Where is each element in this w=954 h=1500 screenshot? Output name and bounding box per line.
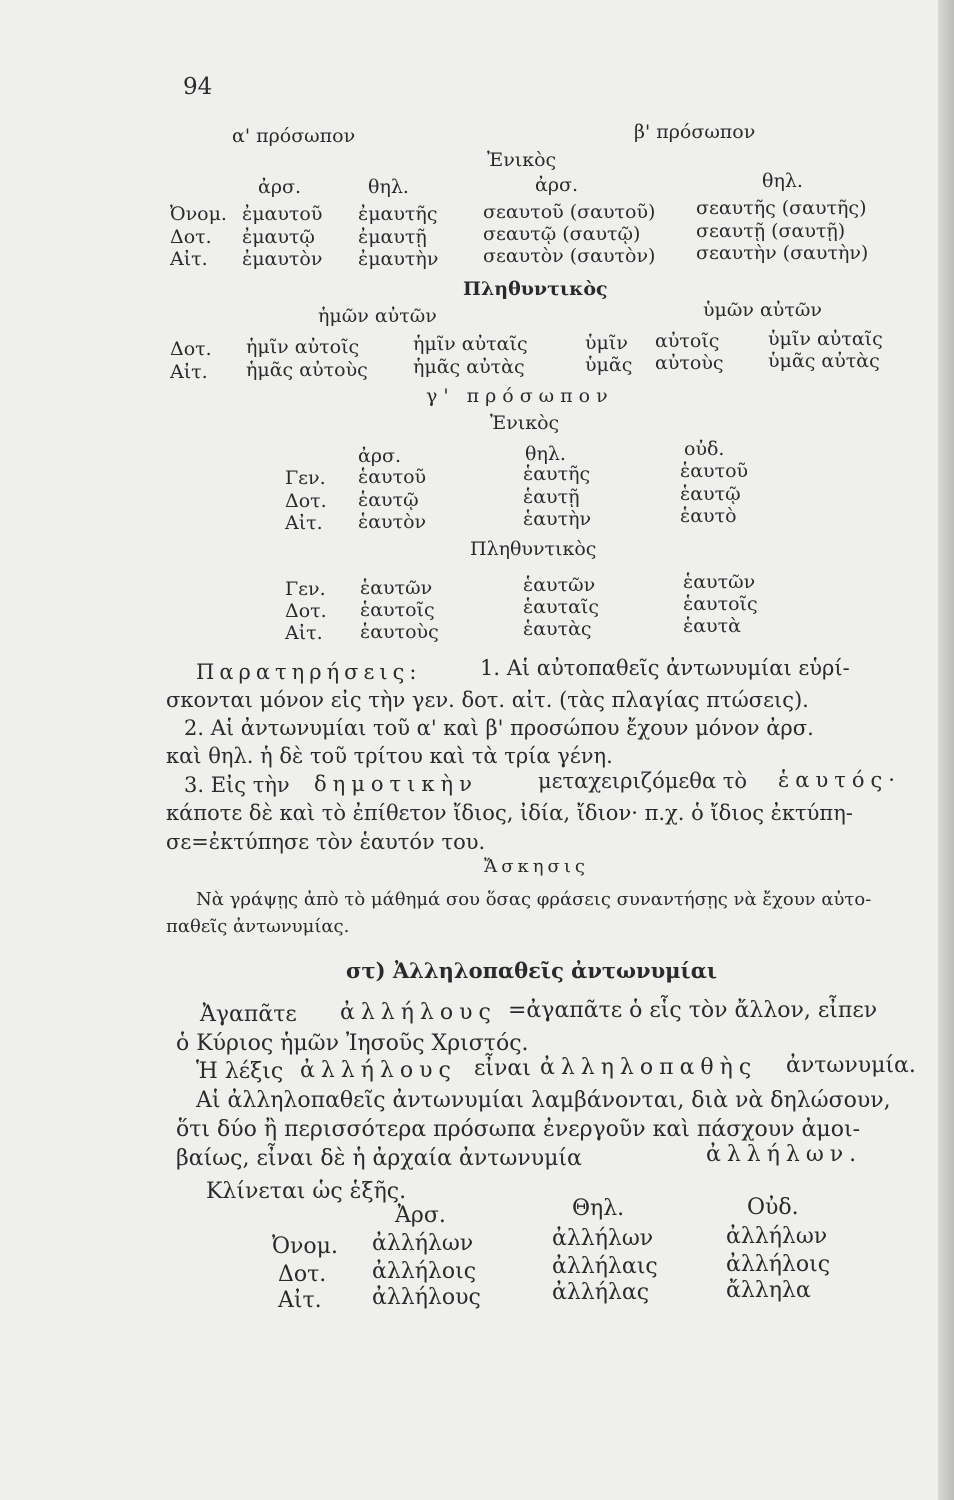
paragraph-line: βαίως, εἶναι δὲ ἡ ἀρχαία ἀντωνυμία <box>176 1146 582 1171</box>
note-emphasis: ἑαυτός· <box>778 768 901 792</box>
page-number: 94 <box>183 74 213 100</box>
page-edge <box>938 0 954 1500</box>
paragraph-line: Ἡ λέξις <box>196 1059 284 1084</box>
paragraph-emphasis: ἀλλήλους <box>300 1058 457 1083</box>
second-person-heading: β' πρόσωπον <box>634 121 756 143</box>
exercise-line: παθεῖς ἀντωνυμίας. <box>166 916 350 937</box>
note-line: 2. Αἱ ἀντωνυμίαι τοῦ α' καὶ β' προσώπου ἔχουν μόνον ἀρσ. <box>184 716 814 740</box>
paragraph-line: ὅτι δύο ἢ περισσότερα πρόσωπα ἐνεργοῦν καὶ πάσχουν ἀμοι- <box>176 1117 860 1142</box>
third-singular-heading: Ἐνικὸς <box>490 412 560 434</box>
col-masc-2: ἀρσ. <box>535 174 579 196</box>
paragraph-emphasis: ἀλλήλους <box>340 1000 497 1025</box>
exercise-line: Νὰ γράψῃς ἀπὸ τὸ μάθημά σου ὅσας φράσεις συναντήσῃς νὰ ἔχουν αὐτο- <box>196 889 872 910</box>
first-person-heading: α' πρόσωπον <box>232 125 356 147</box>
note-line: κάποτε δὲ καὶ τὸ ἐπίθετον ἴδιος, ἰδία, ἴδιον· π.χ. ὁ ἴδιος ἐκτύπη- <box>166 801 853 825</box>
singular-heading: Ἐνικὸς <box>487 149 557 171</box>
note-emphasis: δημοτικὴν <box>314 772 478 796</box>
paragraph-line: Κλίνεται ὡς ἑξῆς. <box>206 1179 407 1204</box>
paragraph-line: εἶναι <box>474 1056 531 1081</box>
col-fem: Θηλ. <box>572 1196 625 1221</box>
col-neut: Οὐδ. <box>747 1195 799 1220</box>
exercise-heading: Ἄσκησις <box>484 856 589 877</box>
note-line: καὶ θηλ. ἡ δὲ τοῦ τρίτου καὶ τὰ τρία γένη. <box>166 744 613 768</box>
note-line: 1. Αἱ αὐτοπαθεῖς ἀντωνυμίαι εὑρί- <box>480 656 850 680</box>
third-col-masc: ἀρσ. <box>358 445 402 467</box>
note-line: μεταχειριζόμεθα τὸ <box>538 769 748 793</box>
paragraph-line: Ἀγαπᾶτε <box>200 1002 297 1027</box>
col-fem-2: θηλ. <box>762 170 803 192</box>
plural-heading: Πληθυντικὸς <box>463 278 608 300</box>
plural-gen-1: ἡμῶν αὐτῶν <box>318 305 437 327</box>
note-line: 3. Εἰς τὴν <box>184 773 290 797</box>
paragraph-line: =ἀγαπᾶτε ὁ εἷς τὸν ἄλλον, εἶπεν <box>508 998 878 1023</box>
note-line: σε=ἐκτύπησε τὸν ἑαυτόν του. <box>166 830 486 854</box>
third-person-heading: γ' πρόσωπον <box>426 385 614 407</box>
third-col-neut: οὐδ. <box>684 438 725 460</box>
paragraph-emphasis: ἀλλήλων. <box>706 1142 863 1167</box>
paragraph-line: ἀντωνυμία. <box>786 1053 916 1078</box>
notes-label: Παρατηρήσεις: <box>196 660 422 684</box>
paragraph-line: ὁ Κύριος ἡμῶν Ἰησοῦς Χριστός. <box>176 1031 529 1056</box>
third-plural-heading: Πληθυντικὸς <box>470 538 597 560</box>
section-heading: στ) Ἀλληλοπαθεῖς ἀντωνυμίαι <box>346 958 718 983</box>
col-masc: Ἀρσ. <box>395 1203 446 1228</box>
col-fem-1: θηλ. <box>368 176 409 198</box>
third-col-fem: θηλ. <box>525 443 566 465</box>
note-line: σκονται μόνον εἰς τὴν γεν. δοτ. αἰτ. (τὰς πλαγίας πτώσεις). <box>166 688 809 712</box>
col-masc-1: ἀρσ. <box>258 176 302 198</box>
plural-gen-2: ὑμῶν αὐτῶν <box>703 299 822 321</box>
book-page: 94 α' πρόσωπον β' πρόσωπον Ἐνικὸς ἀρσ. θηλ. ἀρσ. θηλ. Ὀνομ. ἐμαυτοῦ ἐμαυτῆς σεαυτοῦ (σαυτοῦ) σεαυτῆς (σαυτῆς) Δοτ. ἐμαυτῷ ἐμαυτῇ σεαυτῷ (σαυτῷ) σεαυτῇ (σαυτῇ) Αἰτ. ἐμαυτὸν ἐμαυτὴν σεαυτὸν (σαυτὸν) σεαυτὴν (σαυτὴν) Πληθυντικὸς ἡμῶν αὐτῶν ὑμῶν αὐτῶν Δοτ. ἡμῖν αὐτοῖς ἡμῖν αὐταῖς ὑμῖν αὐτοῖς ὑμῖν αὐταῖς Αἰτ. ἡμᾶς αὐτοὺς ἡμᾶς αὐτὰς ὑμᾶς αὐτοὺς ὑμᾶς αὐτὰς γ' πρόσωπον Ἐνικὸς ἀρσ. θηλ. οὐδ. Γεν. ἑαυτοῦ ἑαυτῆς ἑαυτοῦ Δοτ. ἑαυτῷ ἑαυτῇ ἑαυτῷ Αἰτ. ἑαυτὸν ἑαυτὴν ἑαυτὸ Πληθυντικὸς Γεν. ἑαυτῶν ἑαυτῶν ἑαυτῶν Δοτ. ἑαυτοῖς ἑαυταῖς ἑαυτοῖς Αἰτ. ἑαυτοὺς ἑαυτὰς ἑαυτὰ Παρατηρήσεις: 1. Αἱ αὐτοπαθεῖς ἀντωνυμίαι εὑρί- σκονται μόνον εἰς τὴν γεν. δοτ. αἰτ. (τὰς πλαγίας πτώσεις). 2. Αἱ ἀντωνυμίαι τοῦ α' καὶ β' προσώπου ἔχουν μόνον ἀρσ. καὶ θηλ. ἡ δὲ τοῦ τρίτου καὶ τὰ τρία γένη. 3. Εἰς τὴν δημοτικὴν μεταχειριζόμεθα τὸ ἑαυτός· κάποτε δὲ καὶ τὸ ἐπίθετον ἴδιος, ἰδία, ἴδιον· π.χ. ὁ ἴδιος ἐκτύπη- σε=ἐκτύπησε τὸν ἑαυτόν του. Ἄσκησις Νὰ γράψῃς ἀπὸ τὸ μάθημά σου ὅσας φράσεις συναντήσῃς νὰ ἔχουν αὐτο- παθεῖς ἀντωνυμίας. στ) Ἀλληλοπαθεῖς ἀντωνυμίαι Ἀγαπᾶτε ἀλλήλους =ἀγαπᾶτε ὁ εἷς τὸν ἄλλον, εἶπεν ὁ Κύριος ἡμῶν Ἰησοῦς Χριστός. Ἡ λέξις ἀλλήλους εἶναι ἀλληλοπαθὴς ἀντωνυμία. Αἱ ἀλληλοπαθεῖς ἀντωνυμίαι λαμβάνονται, διὰ νὰ δηλώσουν, ὅτι δύο ἢ περισσότερα πρόσωπα ἐνεργοῦν καὶ πάσχουν ἀμοι- βαίως, εἶναι δὲ ἡ ἀρχαία ἀντωνυμία ἀλλήλων. Κλίνεται ὡς ἑξῆς. Ἀρσ. Θηλ. Οὐδ. Ὀνομ. ἀλλήλων ἀλλήλων ἀλλήλων Δοτ. ἀλλήλοις ἀλλήλαις ἀλλήλοις Αἰτ. ἀλλήλους ἀλλήλας ἄλληλα <box>0 0 954 1500</box>
paragraph-emphasis: ἀλληλοπαθὴς <box>540 1055 758 1080</box>
paragraph-line: Αἱ ἀλληλοπαθεῖς ἀντωνυμίαι λαμβάνονται, διὰ νὰ δηλώσουν, <box>196 1088 891 1113</box>
